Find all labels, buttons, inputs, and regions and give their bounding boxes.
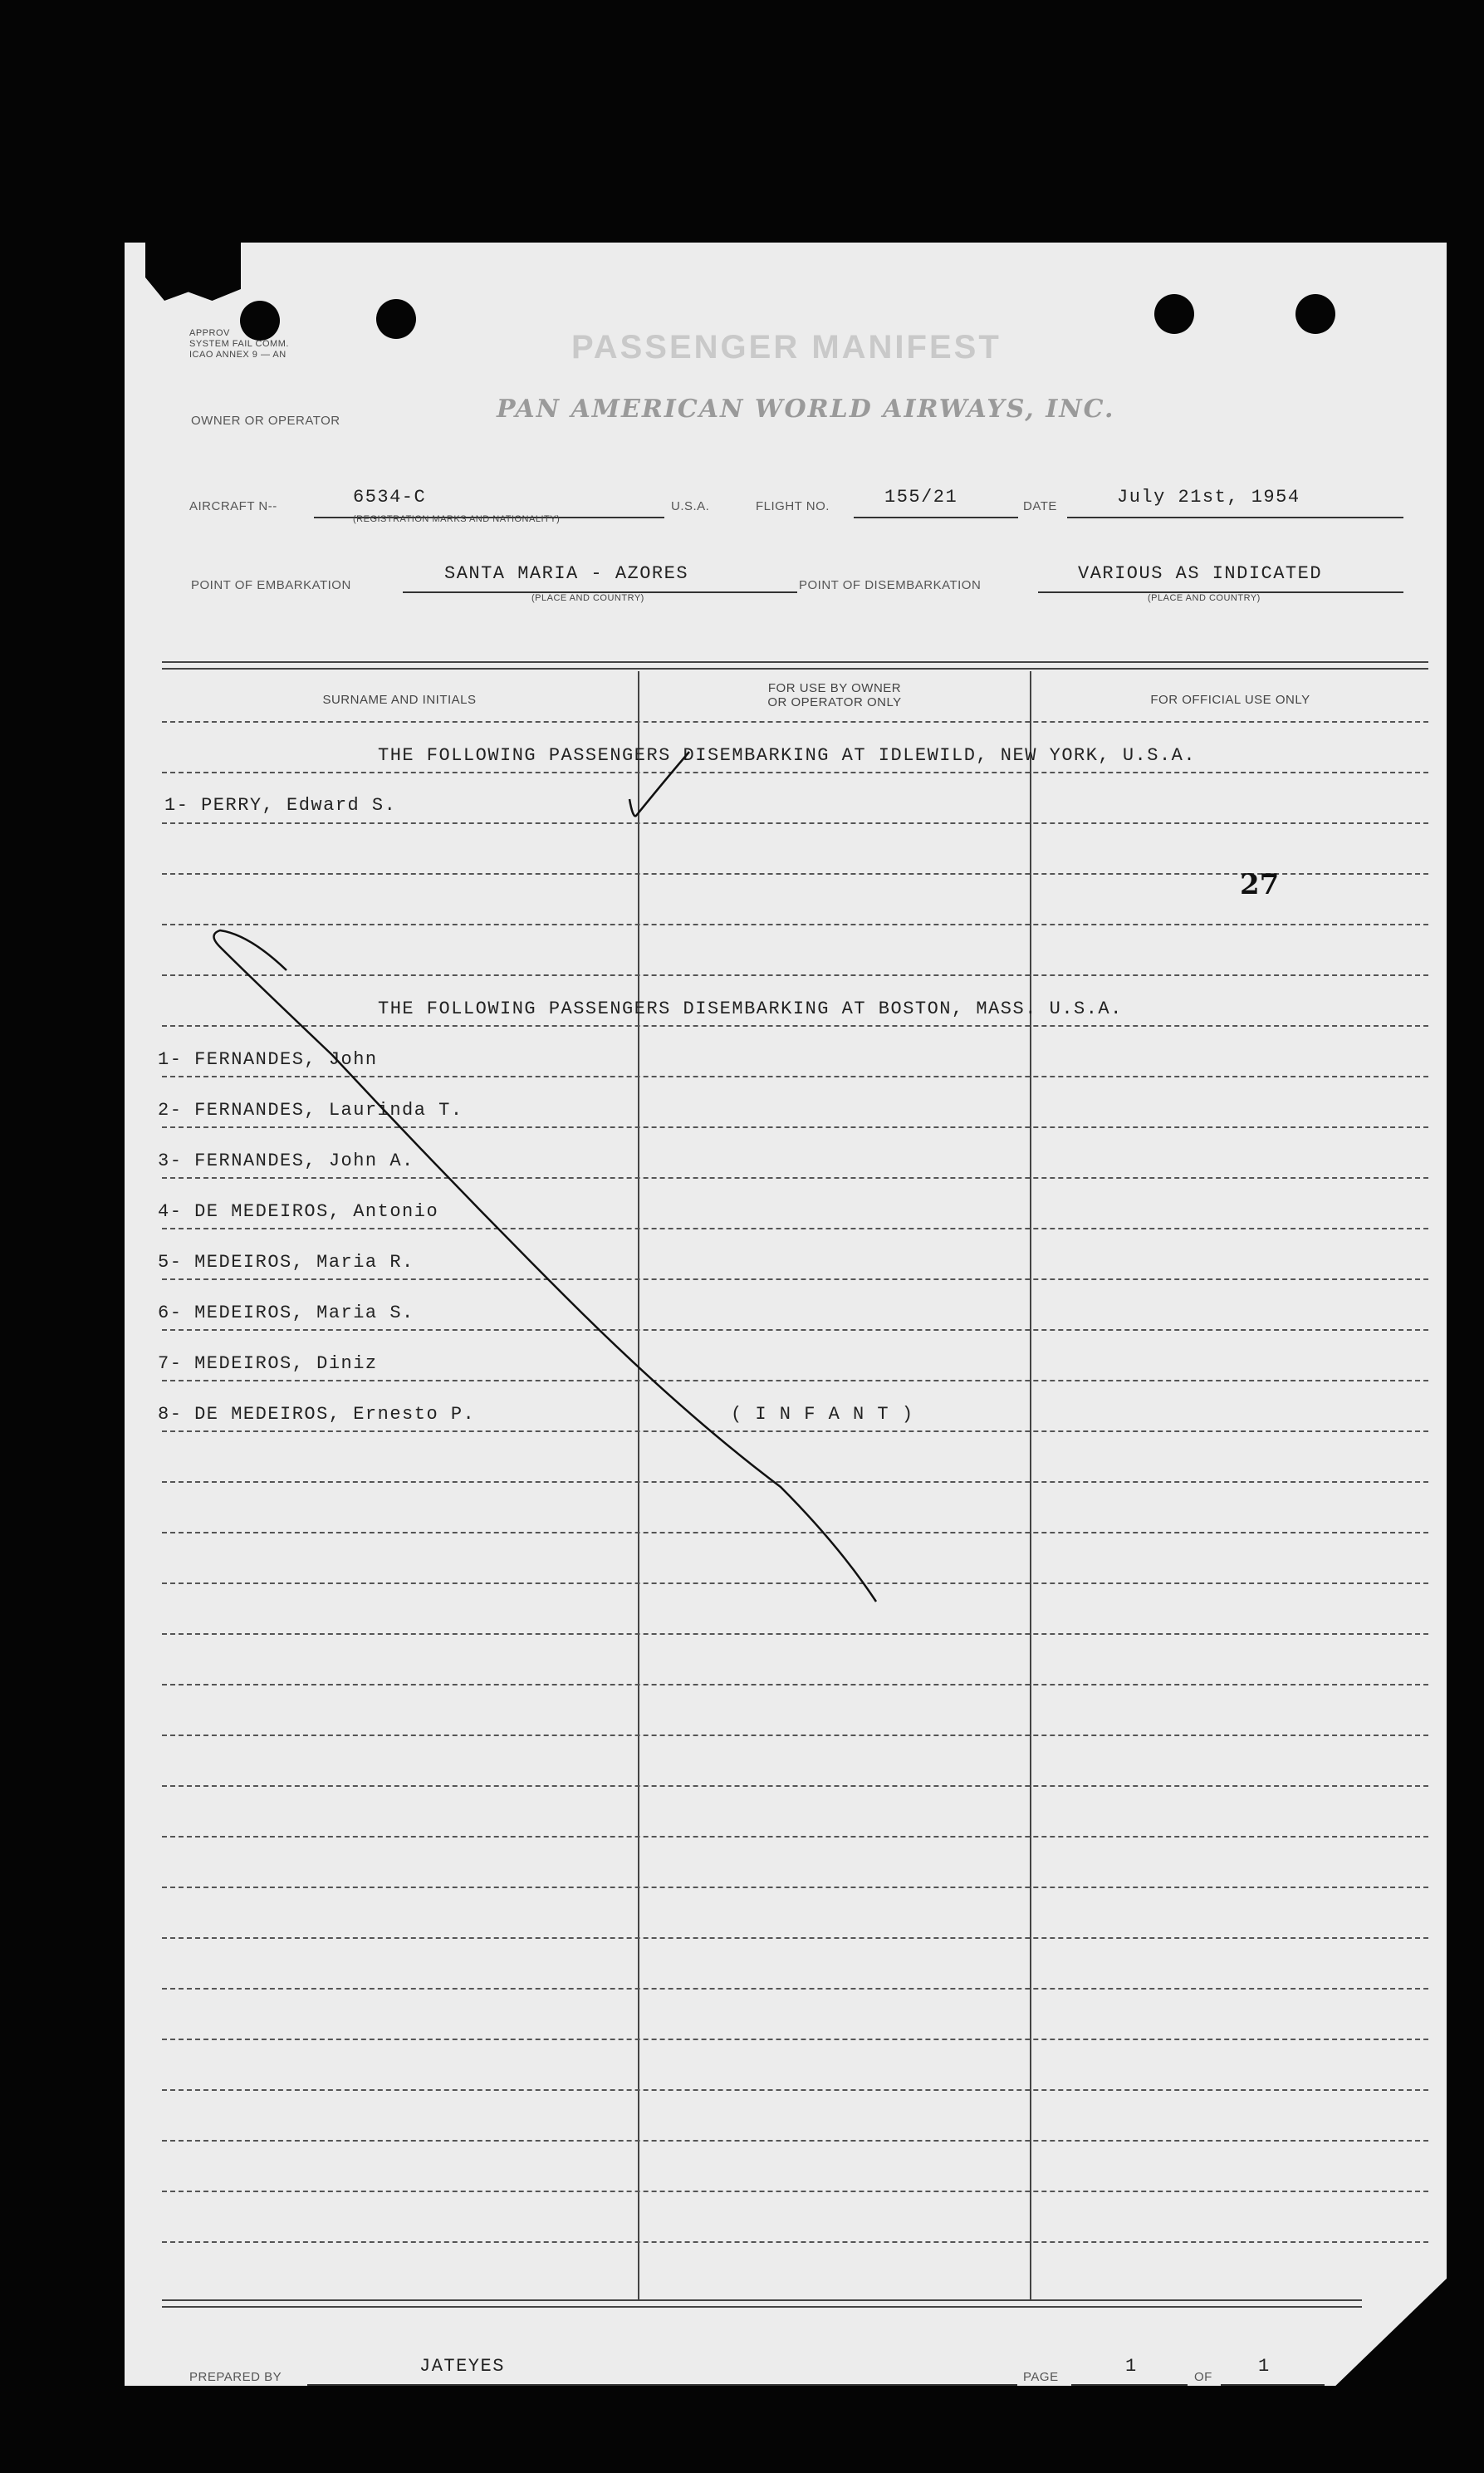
column-header-official-use: FOR OFFICIAL USE ONLY <box>1150 693 1310 707</box>
check-mark <box>629 752 689 816</box>
aircraft-value: 6534-C <box>353 487 427 508</box>
prepared-by-value: JATEYES <box>419 2356 505 2377</box>
page-number: 1 <box>1125 2356 1138 2377</box>
column-header-surname: SURNAME AND INITIALS <box>322 693 477 707</box>
approval-line-1: APPROV <box>189 328 230 338</box>
page-title: PASSENGER MANIFEST <box>571 329 1002 366</box>
embarkation-label: POINT OF EMBARKATION <box>191 578 351 592</box>
page-underline <box>1071 2384 1188 2386</box>
stamp-number: 27 <box>1240 868 1280 901</box>
owner-use-line-2: OR OPERATOR ONLY <box>767 695 902 709</box>
usa-label: U.S.A. <box>671 499 710 513</box>
passenger-row: 1- FERNANDES, John <box>158 1049 378 1070</box>
diagonal-strike-line <box>214 930 877 1602</box>
passenger-row: 5- MEDEIROS, Maria R. <box>158 1252 414 1273</box>
passenger-row: 6- MEDEIROS, Maria S. <box>158 1303 414 1323</box>
owner-label: OWNER OR OPERATOR <box>191 414 340 428</box>
section-header-boston: THE FOLLOWING PASSENGERS DISEMBARKING AT BOSTON, MASS. U.S.A. <box>378 999 1123 1019</box>
of-label: OF <box>1194 2370 1212 2384</box>
page-total: 1 <box>1258 2356 1271 2377</box>
flight-label: FLIGHT NO. <box>756 499 830 513</box>
embarkation-value: SANTA MARIA - AZORES <box>444 563 689 584</box>
registration-note: (REGISTRATION MARKS AND NATIONALITY) <box>353 514 561 524</box>
date-label: DATE <box>1023 499 1057 513</box>
aircraft-label: AIRCRAFT N-- <box>189 499 277 513</box>
passenger-row: 2- FERNANDES, Laurinda T. <box>158 1100 463 1121</box>
page-label: PAGE <box>1023 2370 1059 2384</box>
approval-line-2: SYSTEM FAIL COMM. <box>189 339 289 349</box>
owner-use-line-1: FOR USE BY OWNER <box>767 681 902 695</box>
passenger-row: 7- MEDEIROS, Diniz <box>158 1353 378 1374</box>
passenger-row: 1- PERRY, Edward S. <box>164 795 397 816</box>
flight-value: 155/21 <box>884 487 958 508</box>
prepared-by-underline <box>307 2384 1017 2386</box>
section-header-idlewild: THE FOLLOWING PASSENGERS DISEMBARKING AT IDLEWILD, NEW YORK, U.S.A. <box>378 745 1197 766</box>
disembarkation-label: POINT OF DISEMBARKATION <box>799 578 982 592</box>
date-value: July 21st, 1954 <box>1117 487 1300 508</box>
embarkation-note: (PLACE AND COUNTRY) <box>531 593 644 603</box>
approval-line-3: ICAO ANNEX 9 — AN <box>189 350 287 360</box>
passenger-row: 3- FERNANDES, John A. <box>158 1151 414 1171</box>
airline-name: PAN AMERICAN WORLD AIRWAYS, INC. <box>497 395 1115 424</box>
prepared-by-label: PREPARED BY <box>189 2370 282 2384</box>
disembarkation-note: (PLACE AND COUNTRY) <box>1148 593 1261 603</box>
passenger-row: 4- DE MEDEIROS, Antonio <box>158 1201 439 1222</box>
passenger-row: 8- DE MEDEIROS, Ernesto P. <box>158 1404 476 1425</box>
infant-note: ( I N F A N T ) <box>731 1404 914 1425</box>
of-underline <box>1221 2384 1325 2386</box>
disembarkation-value: VARIOUS AS INDICATED <box>1078 563 1323 584</box>
